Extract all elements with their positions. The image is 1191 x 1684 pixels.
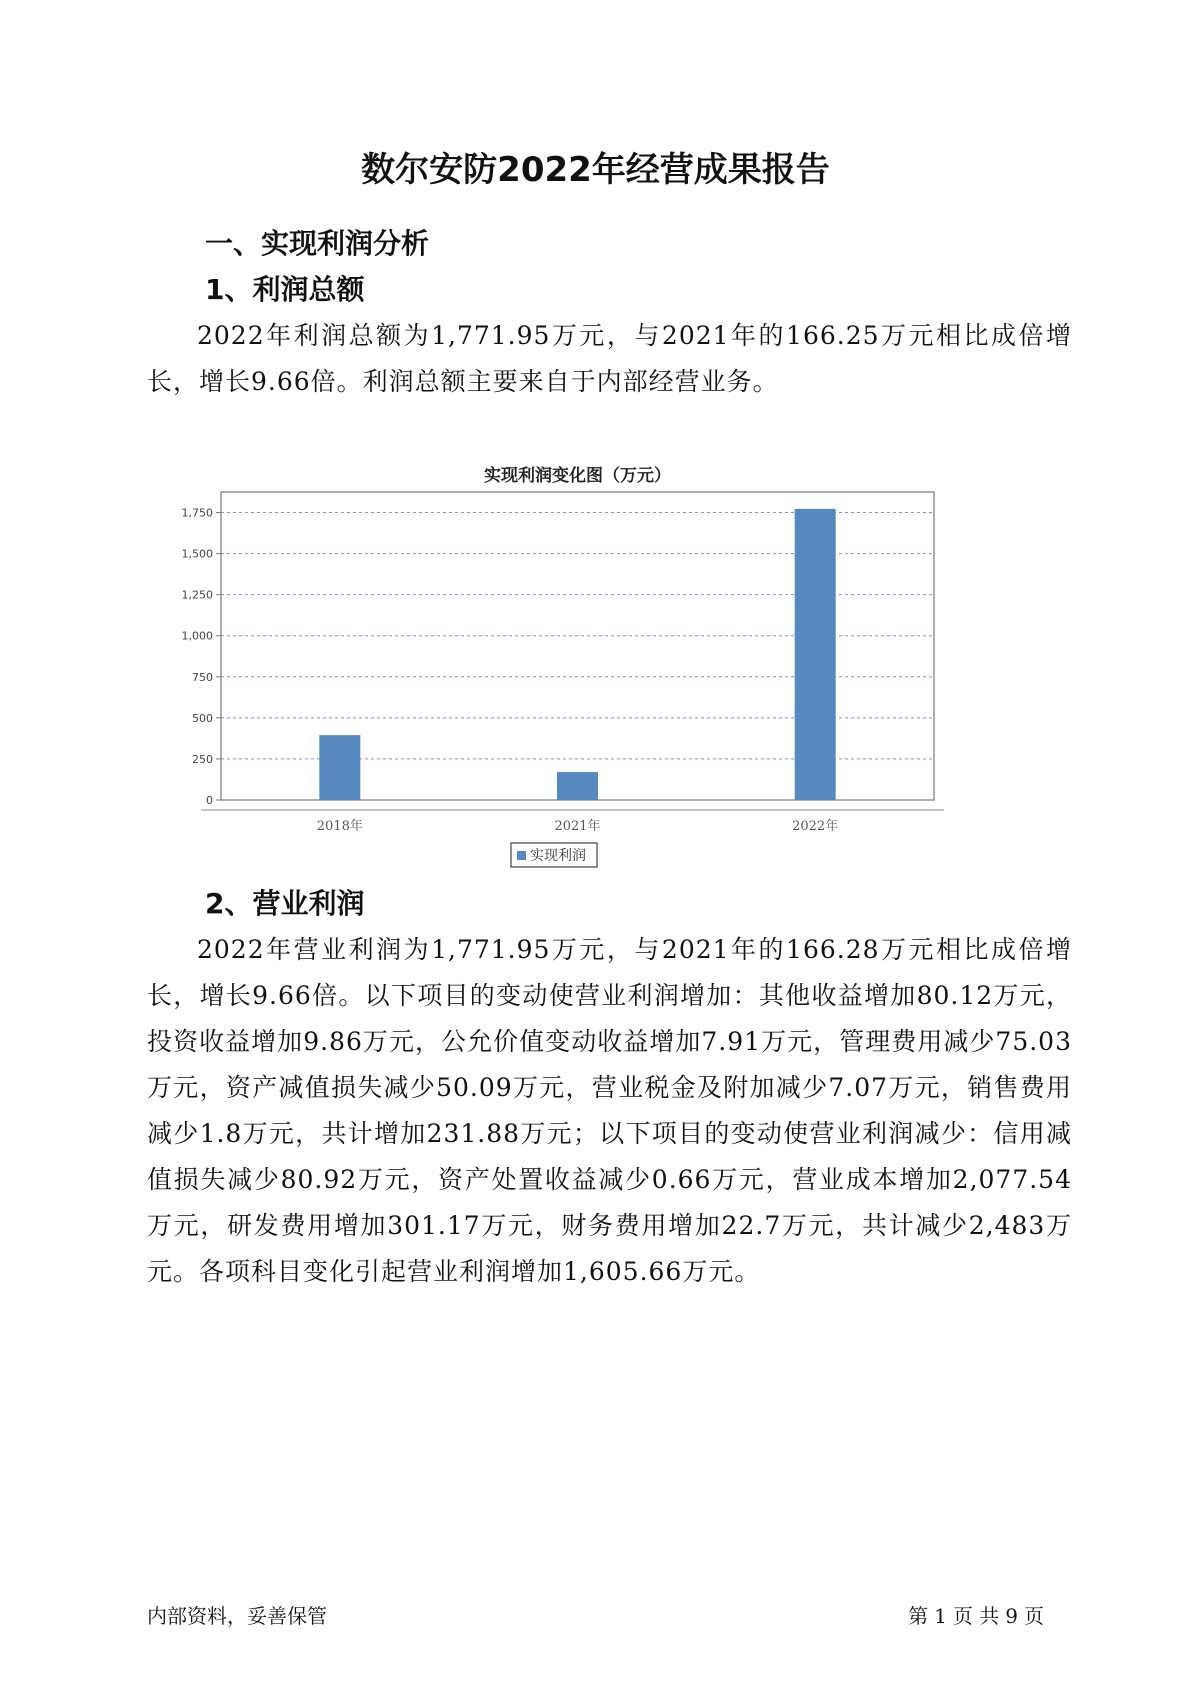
profit-chart: [150, 455, 1030, 910]
document-title: 数尔安防2022年经营成果报告: [361, 150, 830, 190]
legend-swatch: [517, 851, 526, 860]
chart-title: 实现利润变化图（万元）: [484, 466, 671, 486]
y-tick-label: 1,000: [181, 629, 213, 643]
subsection-heading-1: 1、利润总额: [205, 273, 365, 306]
bar: [319, 735, 360, 800]
x-tick-label: 2021年: [554, 819, 601, 834]
footer-page-info: [902, 1600, 1044, 1629]
y-tick-label: 1,750: [181, 506, 213, 520]
bar: [557, 772, 598, 800]
paragraph-operating-profit: 2022年营业利润为1,771.95万元，与2021年的166.28万元相比成倍增长，增长9.66倍。以下项目的变动使营业利润增加：其他收益增加80.12万元，投资收益增加9.86万元，公允价值变动收益增加7.91万元，管理费用减少75.03万元，资产减值损失减少50.09万元，营业税金及附加减少7.07万元，销售费用减少1.8万元，共计增加231.88万元；以下项目的变动使营业利润减少：信用减值损失减少80.92万元，资产处置收益减少0.66万元，营业成本增加2,077.54万元，研发费用增加301.17万元，财务费用增加22.7万元，共计减少2,483万元。各项科目变化引起营业利润增加1,605.66万元。: [147, 935, 1072, 1286]
y-tick-label: 0: [206, 794, 213, 807]
y-tick-label: 500: [192, 711, 213, 725]
paragraph-profit-total: 2022年利润总额为1,771.95万元，与2021年的166.25万元相比成倍增长，增长9.66倍。利润总额主要来自于内部经营业务。: [147, 321, 1072, 396]
page-suffix: 页: [1024, 1604, 1044, 1628]
subsection-heading-2: 2、营业利润: [205, 887, 365, 920]
bar-chart-svg: [150, 455, 1030, 910]
y-tick-label: 1,500: [181, 547, 213, 561]
page-mid: 页 共: [952, 1604, 1000, 1628]
y-tick-label: 250: [192, 752, 213, 766]
page-total: 9: [1005, 1604, 1018, 1628]
legend-label: 实现利润: [530, 848, 586, 864]
x-tick-label: 2022年: [792, 819, 839, 834]
bar: [795, 509, 836, 800]
x-tick-label: 2018年: [316, 819, 363, 834]
y-tick-label: 1,250: [181, 588, 213, 602]
page-number: 1: [934, 1604, 947, 1628]
y-tick-label: 750: [192, 670, 213, 684]
footer-confidential-note: 内部资料，妥善保管: [147, 1604, 327, 1628]
section-heading: 一、实现利润分析: [205, 227, 430, 260]
page-prefix: 第: [908, 1604, 929, 1628]
